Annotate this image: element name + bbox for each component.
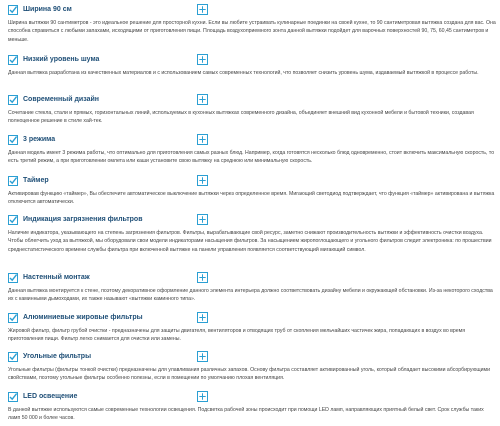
feature-title: Низкий уровень шума <box>23 56 100 63</box>
feature-header[interactable] <box>0 4 500 18</box>
plus-square-icon[interactable] <box>197 391 208 402</box>
checkbox-check-icon <box>8 352 18 362</box>
feature-description: Сочетание стекла, стали и прямых, горизонтальных линий, используемых в кухонных вытяжках современного дизайна, объединяет внешний вид кухонной мебели и бытовой техники, создавая полноценное решение в стиле хай-тек. <box>8 110 474 125</box>
plus-square-icon[interactable] <box>197 54 208 65</box>
plus-square-icon[interactable] <box>197 312 208 323</box>
checkbox-check-icon <box>8 273 18 283</box>
feature-title: Настенный монтаж <box>23 274 90 281</box>
checkbox-check-icon <box>8 392 18 402</box>
plus-square-icon[interactable] <box>197 94 208 105</box>
feature-header[interactable] <box>0 214 500 228</box>
plus-square-icon[interactable] <box>197 272 208 283</box>
feature-title: LED освещение <box>23 393 78 400</box>
plus-square-icon[interactable] <box>197 214 208 225</box>
feature-description: Данная вытяжка монтируется к стене, поэтому декоративное оформление данного элемента интерьера должно соответствовать дизайну мебели и окружающей обстановки. Из-за некоторого сходства их с каминными дымоходами, их также называют «вытяжки каминного типа». <box>8 288 493 303</box>
checkbox-check-icon <box>8 215 18 225</box>
feature-description: Ширина вытяжки 90 сантиметров - это идеальное решение для просторной кухни. Если вы любите устраивать кулинарные поединки на своей кухне, то 90 сантиметровая вытяжка создана для вас. Она способна справиться с любыми запахами, исходящими от приготовления пищи. Площадь воздухоприемного зонта данной вытяжки подойдет для варочных поверхностей 90, 75, 60,45 сантиметров и меньше. <box>8 20 496 43</box>
feature-header[interactable] <box>0 134 500 148</box>
checkbox-check-icon <box>8 313 18 323</box>
feature-title: Таймер <box>23 177 49 184</box>
plus-square-icon[interactable] <box>197 4 208 15</box>
feature-description: Данная модель имеет 3 режима работы, что оптимально для приготовления самых разных блюд. Например, когда готовятся несколько блюд одновременно, стоит включить максимальную скорость, то есть третий режим, а при приготовлении омлета или каши установите свою вытяжку на среднюю или минимальную скорость. <box>8 150 495 165</box>
feature-title: Ширина 90 см <box>23 6 72 13</box>
checkbox-check-icon <box>8 55 18 65</box>
feature-description: Активировав функцию «таймер», Вы обеспечите автоматическое выключение вытяжки через определенное время. Мигающий светодиод подтверждает, что функция «таймер» активирована и вытяжка отключится автоматически. <box>8 191 495 206</box>
checkbox-check-icon <box>8 95 18 105</box>
plus-square-icon[interactable] <box>197 134 208 145</box>
feature-description: Данная вытяжка разработана из качественных материалов и с использованием самых современных технологий, что позволяет снизить уровень шума, издаваемый вытяжкой в процессе работы. <box>8 70 479 76</box>
feature-description: Угольные фильтры (фильтры тонкой очистки) предназначены для улавливания различных запахов. Основу фильтра составляет активированный уголь, который обладает высокими абсорбирующими свойствами, поэтому угольные фильтры особенно полезны, если в помещении по умолчанию плохая вентиляция. <box>8 367 490 382</box>
feature-header[interactable] <box>0 94 500 108</box>
plus-square-icon[interactable] <box>197 351 208 362</box>
checkbox-check-icon <box>8 135 18 145</box>
feature-description: Жировой фильтр, фильтр грубой очистки - предназначены для защиты двигателя, вентиляторов и отводящих труб от скопления мельчайших частичек жира, попадающих в воздух во время приготовления пищи. Фильтр легко снимается для очистки или замены. <box>8 328 466 343</box>
feature-title: Индикация загрязнения фильтров <box>23 216 143 223</box>
feature-title: Современный дизайн <box>23 96 100 103</box>
feature-description: В данной вытяжке используются самые современные технологии освещения. Подсветка рабочей зоны происходит при помощи LED ламп, направляющих приятный белый свет. Срок службы таких ламп 50 000 и более часов. <box>8 407 484 422</box>
feature-title: 3 режима <box>23 136 56 143</box>
feature-title: Алюминиевые жировые фильтры <box>23 314 143 321</box>
feature-header[interactable] <box>0 312 500 326</box>
feature-header[interactable] <box>0 272 500 286</box>
checkbox-check-icon <box>8 176 18 186</box>
plus-square-icon[interactable] <box>197 175 208 186</box>
feature-description: Наличие индикатора, указывающего на степень загрязнения фильтров. Фильтры, вырабатывающие свой ресурс, заметно снижают производительность вытяжки и эффективность очистки воздуха. Чтобы облегчить уход за вытяжкой, мы оборудовали свои модели индикаторами насыщения фильтров. За насыщением жиропоглощающего и угольного фильтров следит электроника: по прошествии среднестатистического времени службы фильтра при включенной вытяжке на панели управления появляется соответствующий мигающий символ. <box>8 230 492 253</box>
feature-header[interactable] <box>0 391 500 405</box>
feature-header[interactable] <box>0 351 500 365</box>
feature-header[interactable] <box>0 175 500 189</box>
feature-title: Угольные фильтры <box>23 353 92 360</box>
checkbox-check-icon <box>8 5 18 15</box>
feature-header[interactable] <box>0 54 500 68</box>
